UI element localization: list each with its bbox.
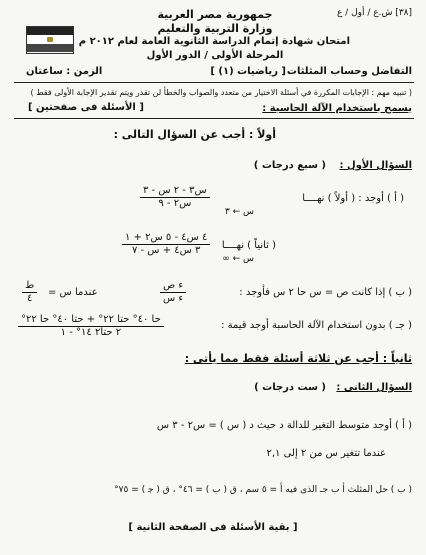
divider [14,82,414,83]
q1a1-numerator: س٣ - ٢ س - ٣ [140,185,210,198]
exam-stage: المرحلة الأولى / الدور الأول [146,50,284,61]
q1b-when: عندما س = [48,287,98,298]
q1a2-limit-sub: س ← ∞ [222,254,254,264]
country-name: جمهورية مصر العربية [157,8,273,21]
q1a2-numerator: ٤ س٤ - ٥ س٢ + ١ [122,232,210,245]
q2b-text: ( ب ) حل المثلث ﺃ ب جـ الذى فيه ﺃ = ٥ سم ، ق ( ﺏ ) = ٤٦° ، ق ( ﺟ ) = ٧٥° [114,485,412,495]
q1-title: السؤال الأول : [339,160,412,171]
q1b-text: ( ب ) إذا كانت ص = س حا ٢ س فأوجد : [239,287,412,298]
ministry-name: وزارة التربية والتعليم [157,22,273,35]
q1b-derivative-den: ء س [163,293,184,304]
q1b-derivative-num: ء ص [160,280,186,293]
q1a2-fraction [122,232,210,257]
q2-title: السؤال الثانى : [336,382,412,393]
exam-code: [٣٨] ش.ع / أول / ع [336,8,412,18]
divider [14,118,414,119]
pages-note: [ الأسئلة فى صفحتين ] [28,102,144,113]
q1a-label: ( أ ) أوجد : ( أولاً ) نهــــا [302,193,404,204]
footer-note: [ بقية الأسئلة فى الصفحة الثانية ] [128,522,298,533]
q1c-denominator: ٢ حتا٢ ١٤° - ١ [60,327,122,338]
q1a1-denominator: س٢ - ٩ [158,198,192,209]
q1a2-label: ( ثانياً ) نهــــا [221,240,276,251]
subject-title: التفاضل وحساب المثلثات [286,66,412,77]
q1b-value-num: ط [22,280,37,293]
q2a-text2: عندما تتغير س من ٢ إلى ٢,١ [266,448,386,459]
q1b-value [22,280,37,305]
q2-marks: ( ست درجات ) [254,382,326,393]
q1c-numerator: حا ٤٠° حتا ٢٢° + حتا ٤٠° حا ٢٢° [18,314,164,327]
calculator-note: يسمح باستخدام الآلة الحاسبة : [262,103,412,114]
q1b-value-den: ٤ [26,293,33,304]
q2a-text: ( أ ) أوجد متوسط التغير للدالة د حيث د ( س ) = س٢ - ٣ س [156,420,412,431]
instruction-note: ( تنبيه مهم : الإجابات المكررة في أسئلة الاختيار من متعدد والصواب والخطأ لن تقدر ويتم تقدير الإجابة الأولى فقط ) [30,88,412,97]
q1b-derivative [160,280,186,305]
exam-title: امتحان شهادة إتمام الدراسة الثانوية العامة لعام ٢٠١٢ م [78,36,350,47]
q1a1-limit-sub: س ← ٣ [224,207,254,217]
egypt-flag-icon [26,26,74,54]
q1c-text: ( جـ ) بدون استخدام الآلة الحاسبة أوجد قيمة : [221,320,412,331]
section2-heading: ثانياً : أجب عن ثلاثة أسئلة فقط مما يأتى : [184,352,412,365]
section1-heading: أولاً : أجب عن السؤال التالى : [113,128,276,141]
q1a1-fraction [140,185,210,210]
exam-time: الزمن : ساعتان [26,66,103,77]
q1-marks: ( سبع درجات ) [253,160,326,171]
subject-tag: [ رياضيات (١) ] [210,66,286,77]
q1a2-denominator: ٣ س٤ + س - ٧ [131,245,201,256]
q1c-fraction [18,314,164,339]
